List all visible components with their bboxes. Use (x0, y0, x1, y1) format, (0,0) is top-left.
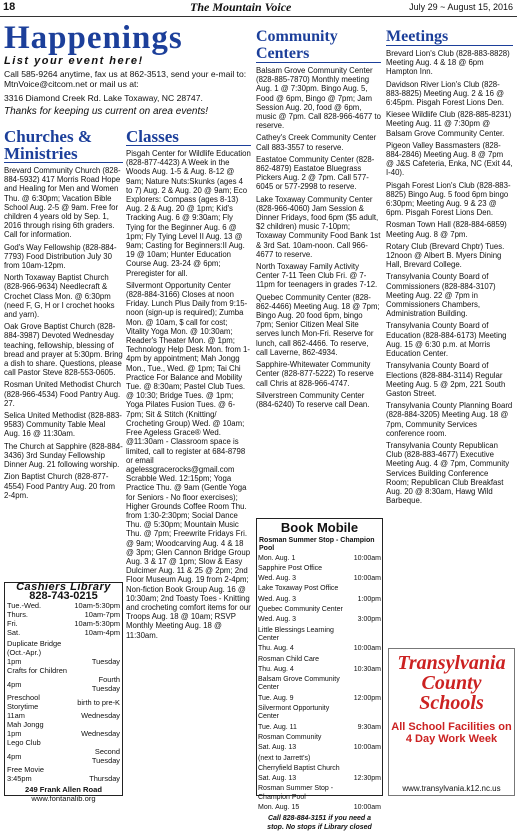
library-program-row-cell: Wednesday (81, 711, 120, 720)
bookmobile-stop-row-cell: Sapphire Post Office (258, 564, 323, 572)
library-program-row (5, 657, 122, 666)
community-entry: Silverstreen Community Center (884-6240) To reserve call Dean. (256, 390, 370, 409)
bookmobile-stop-row-cell (353, 675, 382, 694)
library-program-row-cell: Crafts for Children (7, 666, 67, 675)
bookmobile-stop-row-cell (353, 655, 382, 665)
library-program-row (5, 711, 122, 720)
library-program-row (5, 774, 122, 783)
community-entry: Lake Toxaway Community Center (828-966-4060) Jam Session & Dinner Fridays, food 6pm ($5 adult, $2 children) music 7-10pm; Toxaway Community Food Bank 1st & 3rd Sat. 10am-noon. Call 966-4677 to reserve. (256, 194, 381, 259)
library-hours-row (5, 619, 122, 628)
bookmobile-stop-row-cell: 10:00am (353, 645, 381, 653)
thanks-note: Thanks for keeping us current on area events! (4, 105, 209, 117)
library-hours-row (5, 601, 122, 610)
bookmobile-stop-row-cell: 9:30am (357, 723, 381, 731)
bookmobile-stop-row-cell: 10:30am (353, 665, 381, 673)
bookmobile-stop-row-cell: Thu. Aug. 4 (258, 665, 294, 673)
bookmobile-box (256, 518, 383, 831)
library-program-row (5, 747, 122, 765)
bookmobile-stop-row-cell (353, 584, 382, 594)
bookmobile-stop-row-cell: Balsam Grove Community Center (258, 676, 340, 692)
bookmobile-stop-row-cell: Wed. Aug. 3 (258, 575, 297, 583)
community-entry: North Toxaway Family Activity Center 7-11 Teen Club Fri. @ 7-11pm for teenagers in grades 7-12. (256, 262, 378, 290)
library-program-row-cell: Mah Jongg (7, 720, 44, 729)
bookmobile-stop-row (257, 774, 382, 784)
bookmobile-stop-row-cell: Wed. Aug. 3 (258, 595, 297, 603)
bookmobile-stop-row-cell: 12:30pm (353, 775, 381, 783)
library-hours-row-cell: Tue.-Wed. (7, 601, 42, 610)
community-heading: Community Centers (256, 28, 381, 63)
bookmobile-stop-row (257, 723, 382, 733)
library-program-row (5, 675, 122, 693)
bookmobile-stop-row-cell: Rosman Community (258, 733, 322, 741)
classes-list (126, 149, 251, 640)
community-list (256, 66, 381, 409)
issue-date: July 29 ~ August 15, 2016 (409, 2, 513, 12)
ad-title: Transylvania County Schools (397, 652, 506, 714)
library-program-row-cell: Lego Club (7, 738, 41, 747)
bookmobile-stop-row (257, 733, 382, 743)
library-program-row-cell: 4pm (7, 679, 22, 689)
church-entry: God's Way Fellowship (828-884-7793) Food Distribution July 30 from 10am-12pm. (4, 242, 117, 271)
bookmobile-stop-row-cell: (next to Jarrett's) (258, 754, 311, 762)
bookmobile-stop-row-cell: Rosman Child Care (258, 655, 320, 663)
church-entry: Brevard Community Church (828-884-5932) 417 Morris Road Hope and Healing for Men and Women Thu. @ 6:30pm; Vacation Bible School Aug. 2-5 @ 9am. Free for children 4 years old by Sep. 1, 2016 through rising 6th graders. Call for information. (4, 166, 121, 240)
library-program-row-cell: 11am (7, 711, 25, 720)
library-hours-table (5, 601, 122, 637)
bookmobile-stop-row (257, 694, 382, 704)
library-program-row-cell: Second Tuesday (91, 747, 120, 765)
bookmobile-stop-row (257, 584, 382, 594)
bookmobile-stop-row-cell: Rosman Summer Stop - Champion Pool (258, 785, 334, 801)
meetings-column (386, 24, 513, 640)
meetings-list (386, 49, 513, 505)
community-entry: Sapphire-Whitewater Community Center (828-877-5222) To reserve call Chris at 828-966-4747. (256, 360, 374, 388)
bookmobile-stop-row-cell: Lake Toxaway Post Office (258, 585, 339, 593)
library-program-row-cell: birth to pre-K (77, 697, 120, 707)
classes-heading: Classes (126, 128, 251, 146)
bookmobile-stop-row-cell: Mon. Aug. 15 (258, 804, 300, 812)
bookmobile-stop-row-cell: Little Blessings Learning Center (258, 626, 334, 642)
church-entry: The Church at Sapphire (828-884-3436) 3rd Sunday Fellowship Dinner Aug. 21 following worship. (4, 441, 123, 470)
bookmobile-stop-row-cell (353, 754, 382, 764)
meeting-entry: Davidson River Lion's Club (828-883-8825) Meeting Aug. 2 & 16 @ 6:45pm. Pisgah Forest Lions Den. (386, 79, 505, 108)
churches-list (4, 166, 123, 500)
bookmobile-stop-row (257, 754, 382, 764)
page-header (0, 0, 517, 17)
bookmobile-stop-row (257, 554, 382, 564)
bookmobile-stop-row (257, 564, 382, 574)
bookmobile-stop-row (257, 803, 382, 813)
community-entry: Balsam Grove Community Center (828-885-7870) Monthly meeting Aug. 1 @ 7:30pm. Bingo Aug. 5, Food @ 6pm, Bingo @ 7pm; Jam Session Aug. 20, food @ 6pm, music @ 7pm. Call 828-966-4677 to reserve. (256, 66, 381, 131)
library-program-row-cell (71, 639, 122, 657)
bookmobile-stop-row-cell (353, 626, 382, 645)
library-hours-row-cell: Fri. (7, 619, 18, 628)
bookmobile-title: Book Mobile (280, 520, 359, 535)
meeting-entry: Pigeon Valley Bassmasters (828-884-2846) Meeting Aug. 8 @ 7pm @ J&S Cafeteria, Enka, NC (Exit 44, I-40). (386, 140, 513, 178)
church-entry: Selica United Methodist (828-883-9583) Community Table Meal Aug. 16 @ 11:30am. (4, 411, 122, 439)
bookmobile-stop-row-cell: Sat. Aug. 13 (258, 775, 297, 783)
library-hours-row-cell: 10am-7pm (84, 610, 120, 619)
happenings-subtitle: List your event here! (4, 55, 144, 67)
happenings-block (4, 20, 254, 140)
bookmobile-stop-row (257, 665, 382, 675)
library-hours-row-cell: 10am-5:30pm (74, 601, 120, 610)
bookmobile-stop-row-cell: 10:00am (353, 554, 381, 562)
library-program-row (5, 639, 122, 657)
church-entry: Oak Grove Baptist Church (828-884-3987) Devoted Wednesday teaching, fellowship, blessing of bread and prayer at 5:30pm. Bring a dish to share. Questions, please call Pastor Steve 828-553-0605. (4, 322, 123, 378)
schools-ad[interactable] (388, 648, 515, 796)
library-program-row-cell: Fourth Tuesday (91, 675, 120, 693)
bookmobile-stop-row (257, 675, 382, 694)
meeting-entry: Pisgah Forest Lion's Club (828-883-8825) Bingo Aug. 5 food 6pm bingo 6:30pm; Meeting Aug. 9 & 23 @ 6pm. Pisgah Forest Lions Den. (386, 180, 511, 218)
library-program-row (5, 729, 122, 738)
church-entry: North Toxaway Baptist Church (828-966-9634) Needlecraft & Crochet Class Mon. @ 6:30pm (need F, G, H or I crochet hooks and yarn). (4, 273, 115, 320)
library-program-row-cell: 1pm (7, 729, 22, 738)
bookmobile-stop-row-cell (353, 784, 382, 803)
bookmobile-stop-row (257, 644, 382, 654)
library-programs-table (5, 639, 122, 783)
meeting-entry: Transylvania County Republican Club (828-883-4677) Executive Meeting Aug. 4 @ 7pm, Community Services Building Conference Room; Republican Club Breakfast Aug. 20 @ 8:30am, Hawg Wild Barbeque. (386, 440, 510, 506)
bookmobile-stop-row-cell: 10:00am (353, 575, 381, 583)
meeting-entry: Transylvania County Board of Elections (828-884-3114) Regular Meeting Aug. 5 @ 2pm, 221 South Gaston Street. (386, 361, 506, 398)
library-phone: 828-743-0215 (29, 590, 98, 602)
bookmobile-stop-row (257, 655, 382, 665)
meeting-entry: Transylvania County Board of Commissioners (828-884-3107) Meeting Aug. 22 @ 7pm in Commissioners Chambers, Administration Building. (386, 272, 496, 319)
bookmobile-footer: Call 828-884-3151 if you need a stop. No stops if Library closed (267, 815, 372, 831)
churches-heading: Churches & Ministries (4, 128, 123, 163)
ad-subtitle: All School Facilities on 4 Day Work Week (391, 721, 512, 745)
library-program-row-cell (71, 738, 122, 747)
meeting-entry: Transylvania County Board of Education (828-884-6173) Meeting Aug. 15 @ 6:30 p.m. at Morris Education Center. (386, 321, 507, 359)
bookmobile-stop-row-cell (353, 704, 382, 723)
library-title: Cashiers Library (16, 581, 111, 593)
bookmobile-stop-row-cell: 10:00am (353, 804, 381, 812)
library-program-row-cell: Free Movie (7, 765, 44, 774)
library-program-row-cell: Tuesday (91, 657, 120, 666)
community-entry: Eastatoe Community Center (828-862-4879) Eastatoe Bluegrass Pickers Aug. 2 @ 7pm. Call 577-6045 or 577-2998 to reserve. (256, 154, 375, 192)
meeting-entry: Brevard Lion's Club (828-883-8828) Meeting Aug. 4 & 18 @ 6pm Hampton Inn. (386, 49, 510, 77)
library-program-row (5, 738, 122, 747)
library-program-row-cell: 1pm (7, 657, 22, 666)
class-entry: Silvermont Opportunity Center (828-884-3166) Closes at noon Friday. Lunch Plus Daily from 9:15-noon (sign-up is required); Zumba Mon. @ 10am, $ call for cost; Vitality Yoga Mon. @ 10:30am; Reader's Theater Mon. @ 1pm; Technology Help Desk Mon. from 1-4pm by appointment; Mah Jongg Mon., Tue., Wed. @ 1pm; Tai Chi Practice For Balance and Mobility Tue. @ 8:30am; Pastel Club Tues. @ 10:30; Bridge Tues. @ 1pm; Yoga Pilates Fusion Tues. @ 6-7pm; Sit & Stitch (Knitting/ Crocheting Group) Wed. @ 10am; Free Ageless Grace® Wed. @11:30am - Classroom space is limited, call to register at 684-8798 or email agelessgracerocks@gmail.com Scrabble Wed. 12:15pm; Yoga Practice Thu. @ 9am (Gentle Yoga for Seniors - No floor exercises); Higher Grounds Coffee Room Thu. from 1:30-2:30pm; Social Dance Thu. @ 5:30pm; Mountain Music Thu. @ 7pm; Freewrite Fridays Fri. @ 9am; Woodcarving Aug. 4 & 18 @ 3pm; Glen Cannon Bridge Group Aug. 3 & 17 @ 1pm; Slow & Easy Dulcimer Aug. 11 & 25 @ 2pm; 2nd Floor Museum Aug. 19 from 2-4pm; Non-fiction Book Group Aug. 16 @ 10:30am; 2nd Toasty Toes - Knitting and crocheting comfort items for our Troops Aug. 18 @ 10am; RSVP Monthly Meeting Aug. 18 @ 11:30am. (126, 280, 251, 640)
community-entry: Quebec Community Center (828-862-4466) Meeting Aug. 18 @ 7pm; Bingo Aug. 20 food 6pm, bingo 7pm; Senior Citizen Meal Site serves lunch Mon-Fri. Reserve for lunch, call 862-4466. To reserve, call Laverne, 862-4934. (256, 292, 380, 357)
bookmobile-stop-row-cell (353, 564, 382, 574)
bookmobile-stop-row (257, 626, 382, 645)
church-entry: Zion Baptist Church (828-877-4554) Food Pantry Aug. 20 from 2-4pm. (4, 472, 115, 500)
church-entry: Rosman United Methodist Church (828-966-4534) Food Pantry Aug. 27. (4, 380, 122, 408)
churches-column (4, 124, 123, 579)
meeting-entry: Rotary Club (Brevard Chptr) Tues. 12noon @ Albert B. Myers Dining Hall, Brevard College. (386, 241, 505, 270)
library-program-row (5, 720, 122, 729)
library-program-row-cell (71, 720, 122, 729)
bookmobile-stop-row (257, 605, 382, 615)
page-number: 18 (3, 1, 16, 13)
library-program-row (5, 693, 122, 711)
bookmobile-stop-row-cell: Quebec Community Center (258, 606, 343, 614)
library-program-row-cell: Duplicate Bridge (Oct.-Apr.) (7, 639, 62, 657)
library-program-row (5, 765, 122, 774)
library-website[interactable]: www.fontanalib.org (31, 794, 96, 803)
bookmobile-stop-row-cell: Thu. Aug. 4 (258, 645, 294, 653)
bookmobile-schedule (257, 554, 382, 814)
bookmobile-stop-row-cell: 3:00pm (357, 616, 381, 624)
library-program-row-cell (71, 666, 122, 675)
library-hours-row-cell: 10am-4pm (84, 628, 120, 637)
bookmobile-heading: Rosman Summer Stop - Champion Pool (259, 537, 375, 553)
masthead: The Mountain Voice (190, 0, 292, 14)
library-hours-row-cell: 10am-5:30pm (74, 619, 120, 628)
bookmobile-stop-row (257, 574, 382, 584)
bookmobile-stop-row-cell: Wed. Aug. 3 (258, 616, 297, 624)
bookmobile-stop-row (257, 743, 382, 753)
library-program-row-cell: Thursday (89, 774, 120, 783)
contact-info: Call 585-9264 anytime, fax us at 862-3513, send your e-mail to: MtnVoice@citcom.net or mail us at: (4, 69, 247, 90)
library-program-row (5, 666, 122, 675)
bookmobile-stop-row-cell: 10:00am (353, 744, 381, 752)
meeting-entry: Transylvania County Planning Board (828-884-3205) Meeting Aug. 18 @ 7pm, Community Services conference room. (386, 401, 513, 438)
bookmobile-stop-row-cell (353, 733, 382, 743)
library-program-row-cell: 3:45pm (7, 774, 32, 783)
bookmobile-stop-row-cell: Sat. Aug. 13 (258, 744, 297, 752)
mailing-address: 3316 Diamond Creek Rd. Lake Toxaway, NC 28747. (4, 92, 203, 103)
bookmobile-stop-row-cell (353, 764, 382, 774)
ad-url: www.transylvania.k12.nc.us (402, 784, 501, 793)
library-hours-row (5, 610, 122, 619)
library-program-row-cell: 4pm (7, 751, 22, 761)
class-entry: Pisgah Center for Wildlife Education (828-877-4423) A Week in the Woods Aug. 1-5 & Aug. 8-12 @ 9am; Nature Nuts:Skunks (ages 4 to 7) Aug. 2 & Aug. 20 @ 9am; Eco Explorers: Compass (ages 8-13) Aug. 2 & Aug. 20 @ 1pm; Kid's Tracking Aug. 6 @ 9:30am; Fly Tying for the Beginner Aug. 6 @ 1pm; Fly Tying Level II Aug. 13 @ 9am; Casting for Beginners:II Aug. 19 @ 10am; Hunter Education Course Aug. 23-24 @ 6pm; Preregister for all. (126, 149, 251, 278)
community-entry: Cathey's Creek Community Center Call 883-3557 to reserve. (256, 133, 377, 152)
bookmobile-stop-row (257, 764, 382, 774)
library-program-row-cell: Preschool Storytime (7, 693, 40, 711)
classes-column (126, 124, 251, 796)
meeting-entry: Kiesee Wildlife Club (828-885-8231) Meeting Aug. 11 @ 7:30pm @ Balsam Grove Community Center. (386, 110, 512, 138)
bookmobile-stop-row-cell: Cherryfield Baptist Church (258, 764, 340, 772)
meetings-heading: Meetings (386, 28, 513, 46)
cashiers-library-box (4, 581, 123, 803)
bookmobile-stop-row-cell: Tue. Aug. 9 (258, 694, 294, 702)
bookmobile-stop-row (257, 704, 382, 723)
bookmobile-stop-row (257, 784, 382, 803)
bookmobile-stop-row (257, 615, 382, 625)
meeting-entry: Rosman Town Hall (828-884-6859) Meeting Aug. 8 @ 7pm. (386, 220, 507, 239)
bookmobile-stop-row-cell: Silvermont Opportunity Center (258, 705, 330, 721)
bookmobile-stop-row-cell: Tue. Aug. 11 (258, 723, 297, 731)
library-program-row-cell: Wednesday (81, 729, 120, 738)
library-address: 249 Frank Allen Road (25, 785, 102, 794)
bookmobile-stop-row-cell: 1:00pm (357, 595, 381, 603)
library-hours-row-cell: Sat. (7, 628, 21, 637)
library-program-row-cell (71, 765, 122, 774)
bookmobile-stop-row (257, 595, 382, 605)
bookmobile-stop-row-cell: 12:00pm (353, 694, 381, 702)
bookmobile-stop-row-cell: Mon. Aug. 1 (258, 554, 296, 562)
bookmobile-stop-row-cell (353, 605, 382, 615)
community-column (256, 24, 381, 514)
library-hours-row (5, 628, 122, 637)
library-hours-row-cell: Thurs. (7, 610, 28, 619)
happenings-title: Happenings (4, 20, 183, 56)
